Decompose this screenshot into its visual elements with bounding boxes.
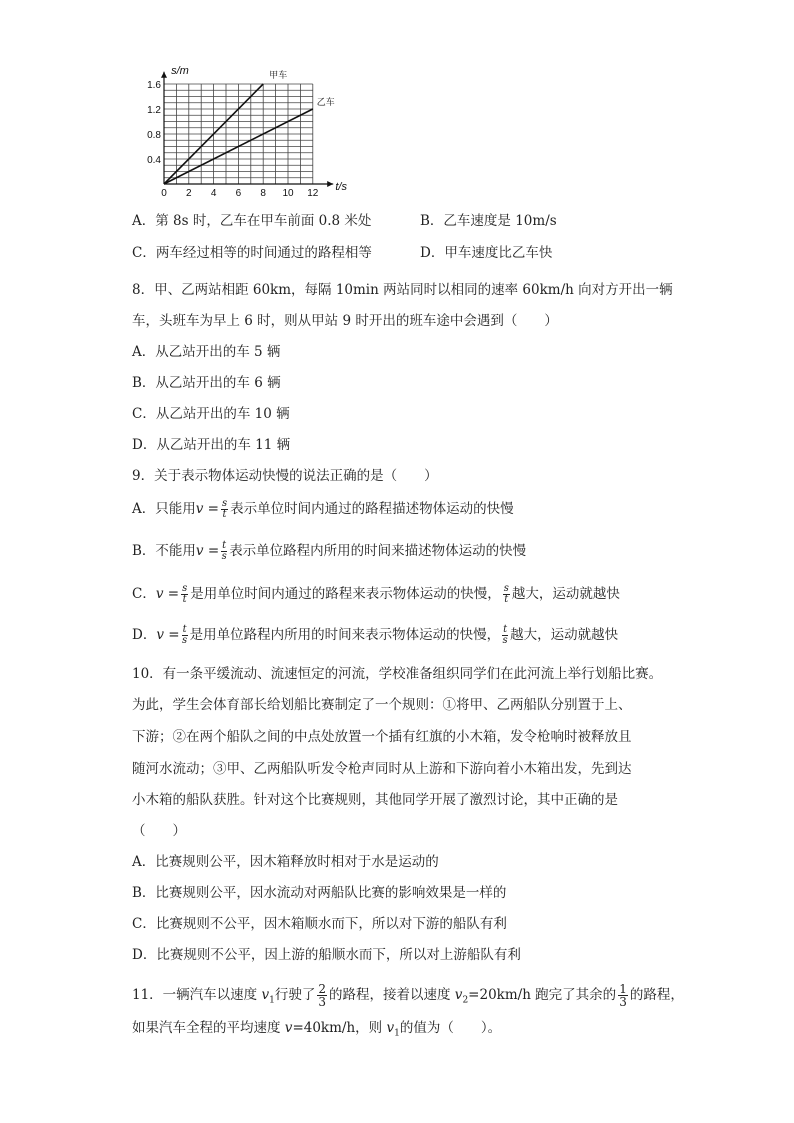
x-tick-label: 8 [260,188,266,199]
series-label: 乙车 [316,97,335,107]
q8-option-b: B．从乙站开出的车 6 辆 [132,375,281,391]
q8-option-a: A．从乙站开出的车 5 辆 [132,344,281,360]
q10-stem-line6: （ ） [132,823,186,839]
x-tick-label: 6 [235,188,242,199]
chart-axes [161,72,333,187]
q7-option-b: B．乙车速度是 10m/s [420,213,557,229]
x-tick-label: 0 [161,188,167,199]
q7-option-d: D．甲车速度比乙车快 [420,245,553,261]
q8-stem-line2: 车，头班车为早上 6 时，则从甲站 9 时开出的班车途中会遇到（ ） [132,313,558,329]
q8-option-c: C．从乙站开出的车 10 辆 [132,406,290,422]
q10-stem-line5: 小木箱的船队获胜。针对这个比赛规则，其他同学开展了激烈讨论，其中正确的是 [132,792,618,808]
x-tick-label: 10 [282,188,294,199]
x-tick-label: 4 [210,188,217,199]
y-tick-label: 1.6 [147,80,161,91]
distance-time-chart [140,60,360,200]
q10-stem-line1: 10．有一条平缓流动、流速恒定的河流，学校准备组织同学们在此河流上举行划船比赛。 [132,666,663,682]
q10-option-b: B．比赛规则公平，因水流动对两船队比赛的影响效果是一样的 [132,885,507,901]
q10-option-d: D．比赛规则不公平，因上游的船顺水而下，所以对上游船队有利 [132,947,521,963]
q9-stem: 9．关于表示物体运动快慢的说法正确的是（ ） [132,468,438,484]
q8-option-d: D．从乙站开出的车 11 辆 [132,437,291,453]
q9-option-d: D．v = $\frac{t}{s}$ 是用单位路程内所用的时间来表示物体运动的快慢， $\frac{t}{s}$ 越大，运动就越快 [132,624,619,646]
x-tick-label: 2 [186,188,192,199]
q11-stem-line2: 如果汽车全程的平均速度 v=40km/h，则 $v_1$的值为（ ）。 [132,1020,502,1039]
y-axis-arrow [161,72,167,78]
chart-grid [164,84,313,184]
chart-tick-labels [147,65,347,199]
q8-stem-line1: 8．甲、乙两站相距 60km，每隔 10min 两站同时以相同的速率 60km/h 向对方开出一辆 [132,282,673,298]
q10-stem-line4: 随河水流动；③甲、乙两船队听发令枪声同时从上游和下游向着小木箱出发，先到达 [132,761,632,777]
q10-stem-line2: 为此，学生会体育部长给划船比赛制定了一个规则：①将甲、乙两船队分别置于上、 [132,697,632,713]
q9-option-a: A．只能用v = $\frac{s}{t}$ 表示单位时间内通过的路程描述物体运动的快慢 [132,498,514,520]
y-tick-label: 0.8 [147,130,161,141]
x-axis-label: t/s [335,181,348,193]
y-axis-label: s/m [171,64,189,77]
x-axis-arrow [327,181,333,187]
q10-option-c: C．比赛规则不公平，因木箱顺水而下，所以对下游的船队有利 [132,916,507,932]
y-tick-label: 0.4 [147,155,161,166]
q9-option-c: C．v = $\frac{s}{t}$ 是用单位时间内通过的路程来表示物体运动的快慢， $\frac{s}{t}$ 越大，运动就越快 [132,583,620,605]
q10-stem-line3: 下游；②在两个船队之间的中点处放置一个插有红旗的小木箱，发令枪响时被释放且 [132,729,632,745]
y-tick-label: 1.2 [147,105,161,116]
q9-option-b: B．不能用v = $\frac{t}{s}$ 表示单位路程内所用的时间来描述物体运动的快慢 [132,540,527,562]
q7-option-c: C．两车经过相等的时间通过的路程相等 [132,245,372,261]
series-label: 甲车 [269,70,288,80]
q11-stem-line1: 11．一辆汽车以速度 $v_1$行驶了 $\frac{2}{3}$ 的路程，接着以速度 $v_2=20km/h$ 跑完了其余的 $\frac{1}{3}$ 的路程， [132,982,684,1009]
q10-option-a: A．比赛规则公平，因木箱释放时相对于水是运动的 [132,854,439,870]
q7-option-a: A．第 8s 时，乙车在甲车前面 0.8 米处 [132,213,372,229]
x-tick-label: 12 [307,188,319,199]
